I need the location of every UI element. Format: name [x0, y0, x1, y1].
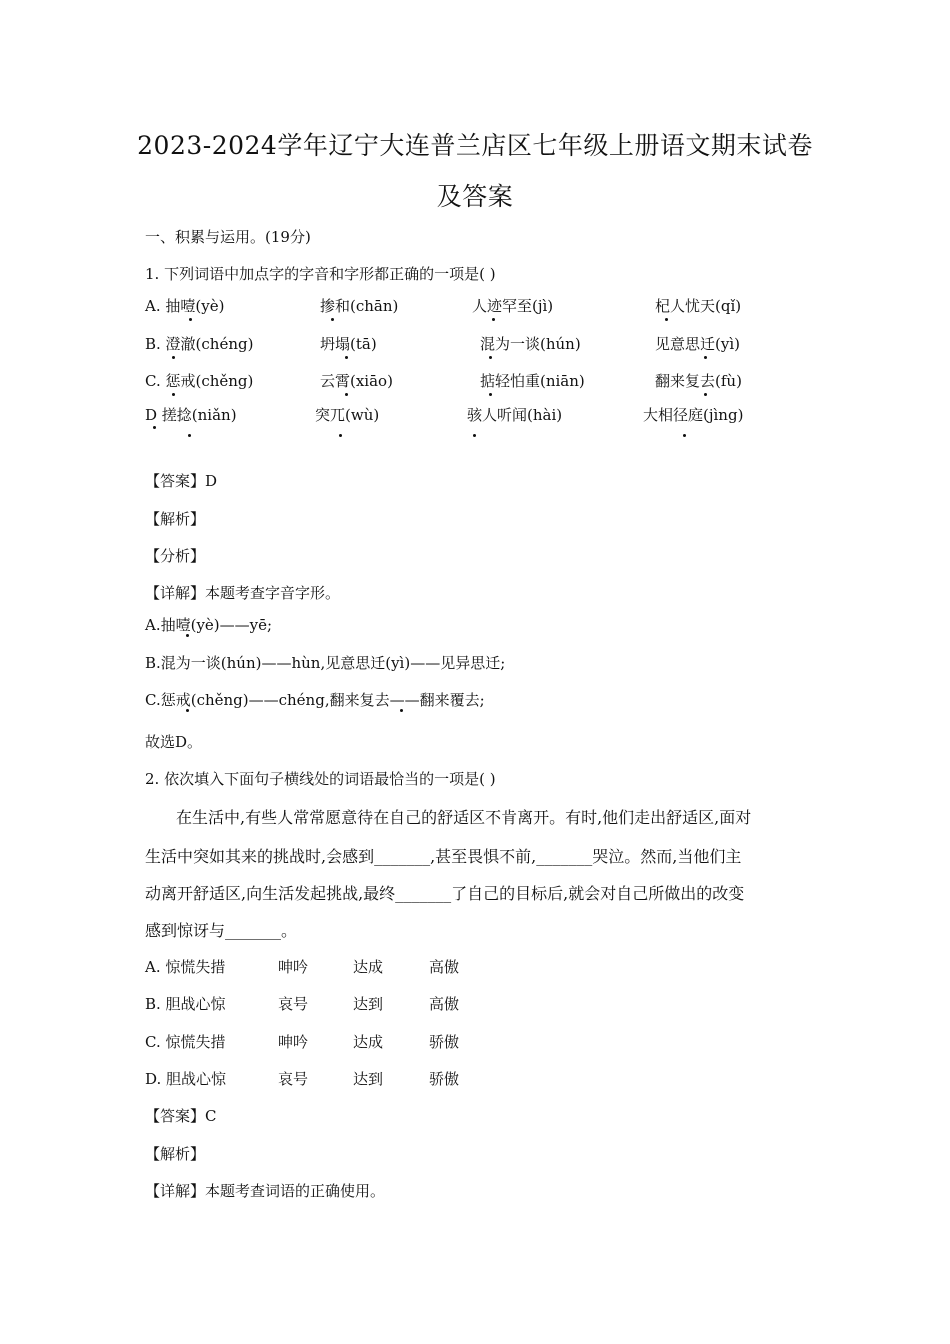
q2-passage-line2: 生活中突如其来的挑战时,会感到_______,甚至畏惧不前,_______哭泣。然而,当他们主: [145, 847, 742, 866]
q2-option-c-col4: 骄傲: [429, 1033, 460, 1051]
q1-fenxi: 【分析】: [145, 547, 206, 565]
emphasis-dot: [704, 393, 707, 396]
question-2-stem: 2. 依次填入下面句子横线处的词语最恰当的一项是( ): [145, 770, 496, 788]
q1-row-b-col3: 混为一谈(hún): [480, 335, 581, 353]
q1-row-b-col4: 见意思迁(yì): [655, 335, 740, 353]
q2-option-d-col3: 达到: [353, 1070, 384, 1088]
emphasis-dot: [153, 426, 156, 429]
emphasis-dot: [704, 356, 707, 359]
q1-row-d-col1: D 搓捻(niǎn): [145, 406, 237, 424]
emphasis-dot: [186, 634, 189, 637]
section-heading: 一、积累与运用。(19分): [145, 228, 311, 246]
q2-option-a-col3: 达成: [353, 958, 384, 976]
q1-row-b-col2: 坍塌(tā): [320, 335, 377, 353]
q2-option-d-col1: D. 胆战心惊: [145, 1070, 227, 1088]
q1-detail: 【详解】本题考查字音字形。: [145, 584, 341, 602]
q1-row-c-col4: 翻来复去(fù): [655, 372, 742, 390]
emphasis-dot: [172, 393, 175, 396]
emphasis-dot: [172, 356, 175, 359]
q2-option-c-col1: C. 惊慌失措: [145, 1033, 226, 1051]
q1-row-d-col3: 骇人听闻(hài): [467, 406, 563, 424]
q2-option-c-col3: 达成: [353, 1033, 384, 1051]
q2-answer: 【答案】C: [145, 1107, 217, 1125]
emphasis-dot: [188, 434, 191, 437]
emphasis-dot: [339, 434, 342, 437]
q1-row-c-col2: 云霄(xiāo): [320, 372, 393, 390]
document-title-line1: 2023-2024学年辽宁大连普兰店区七年级上册语文期末试卷: [137, 131, 813, 160]
q2-option-c-col2: 呻吟: [278, 1033, 309, 1051]
q1-explain-b: B.混为一谈(hún)——hùn,见意思迁(yì)——见异思迁;: [145, 654, 506, 672]
q1-row-a-col3: 人迹罕至(jì): [472, 297, 554, 315]
q1-row-b-col1: B. 澄澈(chéng): [145, 335, 254, 353]
document-title-line2: 及答案: [436, 182, 514, 211]
q1-row-c-col3: 掂轻怕重(niān): [480, 372, 585, 390]
q1-explain-c: C.惩戒(chěng)——chéng,翻来复去——翻来覆去;: [145, 691, 485, 709]
q1-row-a-col4: 杞人忧天(qǐ): [655, 297, 742, 315]
q2-passage-line1: 在生活中,有些人常常愿意待在自己的舒适区不肯离开。有时,他们走出舒适区,面对: [176, 808, 752, 827]
emphasis-dot: [331, 318, 334, 321]
q1-conclusion: 故选D。: [145, 733, 203, 751]
q2-option-d-col2: 哀号: [278, 1070, 309, 1088]
q1-answer: 【答案】D: [145, 472, 218, 490]
emphasis-dot: [489, 356, 492, 359]
q2-option-d-col4: 骄傲: [429, 1070, 460, 1088]
emphasis-dot: [683, 434, 686, 437]
emphasis-dot: [665, 318, 668, 321]
q2-detail: 【详解】本题考查词语的正确使用。: [145, 1182, 386, 1200]
emphasis-dot: [489, 393, 492, 396]
q2-option-b-col2: 哀号: [278, 995, 309, 1013]
q2-option-b-col1: B. 胆战心惊: [145, 995, 226, 1013]
q2-option-a-col1: A. 惊慌失措: [145, 958, 226, 976]
q2-option-a-col4: 高傲: [429, 958, 460, 976]
q1-jiexi: 【解析】: [145, 510, 206, 528]
question-1-stem: 1. 下列词语中加点字的字音和字形都正确的一项是( ): [145, 265, 496, 283]
q1-row-d-col2: 突兀(wù): [315, 406, 380, 424]
q1-row-d-col4: 大相径庭(jìng): [643, 406, 744, 424]
emphasis-dot: [492, 318, 495, 321]
q2-option-b-col3: 达到: [353, 995, 384, 1013]
emphasis-dot: [345, 393, 348, 396]
q2-option-a-col2: 呻吟: [278, 958, 309, 976]
q2-jiexi: 【解析】: [145, 1145, 206, 1163]
emphasis-dot: [186, 709, 189, 712]
q2-passage-line4: 感到惊讶与_______。: [145, 921, 298, 940]
q1-row-a-col1: A. 抽噎(yè): [145, 297, 225, 315]
q1-row-a-col2: 掺和(chān): [320, 297, 399, 315]
emphasis-dot: [189, 318, 192, 321]
emphasis-dot: [400, 709, 403, 712]
emphasis-dot: [345, 356, 348, 359]
q1-explain-a: A.抽噎(yè)——yē;: [145, 616, 273, 634]
q1-row-c-col1: C. 惩戒(chěng): [145, 372, 254, 390]
q2-passage-line3: 动离开舒适区,向生活发起挑战,最终_______了自己的目标后,就会对自己所做出的改变: [145, 884, 745, 903]
emphasis-dot: [473, 434, 476, 437]
q2-option-b-col4: 高傲: [429, 995, 460, 1013]
